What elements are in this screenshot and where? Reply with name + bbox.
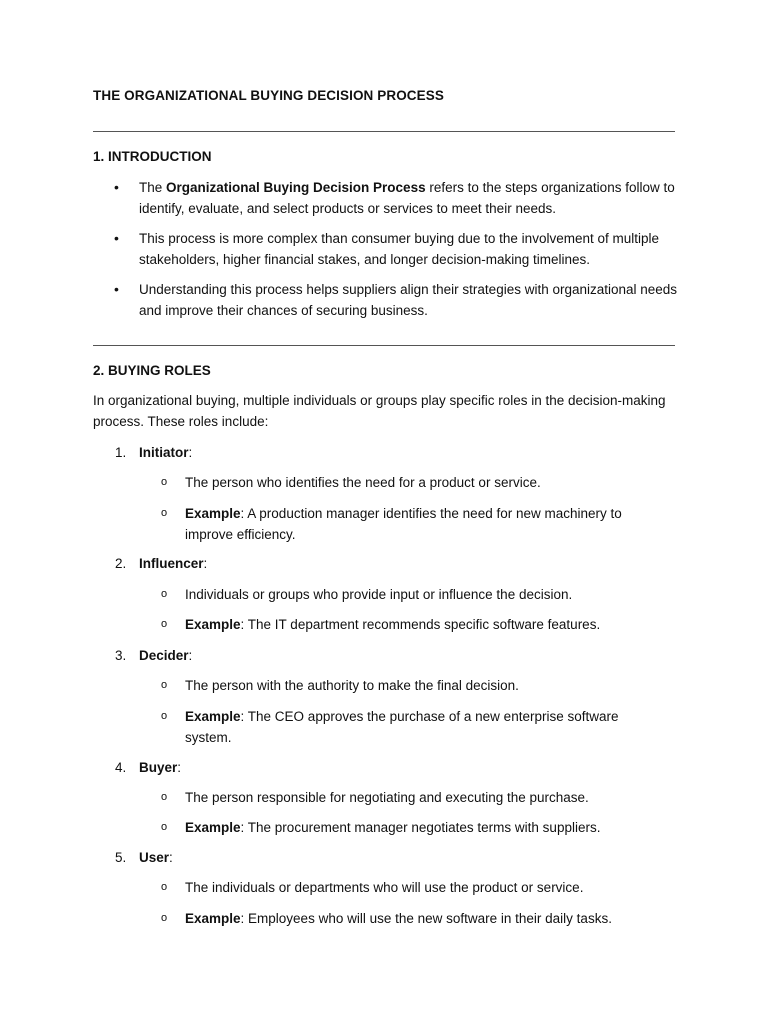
role-item: 4. Buyer: <box>115 760 182 775</box>
role-example: o Example: Employees who will use the new software in their daily tasks. <box>185 908 665 929</box>
introduction-heading: 1. INTRODUCTION <box>93 149 212 164</box>
circle-bullet-icon: o <box>161 821 168 833</box>
circle-bullet-icon: o <box>161 881 168 893</box>
bullet-icon: • <box>114 281 119 297</box>
role-description: o The person who identifies the need for a product or service. <box>185 472 665 493</box>
buying-roles-heading: 2. BUYING ROLES <box>93 363 211 378</box>
role-description: o Individuals or groups who provide input or influence the decision. <box>185 584 665 605</box>
role-description: o The individuals or departments who will use the product or service. <box>185 877 665 898</box>
role-item: 1. Initiator: <box>115 445 193 460</box>
circle-bullet-icon: o <box>161 588 168 600</box>
circle-bullet-icon: o <box>161 476 168 488</box>
role-description: o The person responsible for negotiating and executing the purchase. <box>185 787 665 808</box>
role-example: o Example: The procurement manager negotiates terms with suppliers. <box>185 817 665 838</box>
intro-bullet: • Understanding this process helps suppliers align their strategies with organizational needs and improve their chances of securing business. <box>114 281 678 318</box>
bullet-icon: • <box>114 230 119 246</box>
role-item: 2. Influencer: <box>115 556 208 571</box>
intro-bullet: • This process is more complex than consumer buying due to the involvement of multiple stakeholders, higher financial stakes, and longer decision-making timelines. <box>114 230 660 267</box>
section-divider <box>93 345 675 346</box>
document-title: THE ORGANIZATIONAL BUYING DECISION PROCESS <box>93 88 444 103</box>
role-description: o The person with the authority to make the final decision. <box>185 675 665 696</box>
section-divider <box>93 131 675 132</box>
role-item: 3. Decider: <box>115 648 193 663</box>
buying-roles-intro: In organizational buying, multiple individuals or groups play specific roles in the decision-making process. These roles include: <box>93 393 666 429</box>
circle-bullet-icon: o <box>161 679 168 691</box>
role-example: o Example: The IT department recommends specific software features. <box>185 614 665 635</box>
circle-bullet-icon: o <box>161 791 168 803</box>
role-example: o Example: The CEO approves the purchase of a new enterprise software system. <box>185 706 665 748</box>
role-item: 5. User: <box>115 850 173 865</box>
circle-bullet-icon: o <box>161 507 168 519</box>
circle-bullet-icon: o <box>161 618 168 630</box>
intro-bullet: • The Organizational Buying Decision Process refers to the steps organizations follow to identify, evaluate, and select products or services to meet their needs. <box>114 179 675 216</box>
bullet-icon: • <box>114 179 119 195</box>
circle-bullet-icon: o <box>161 912 168 924</box>
circle-bullet-icon: o <box>161 710 168 722</box>
role-example: o Example: A production manager identifies the need for new machinery to improve efficiency. <box>185 503 665 545</box>
